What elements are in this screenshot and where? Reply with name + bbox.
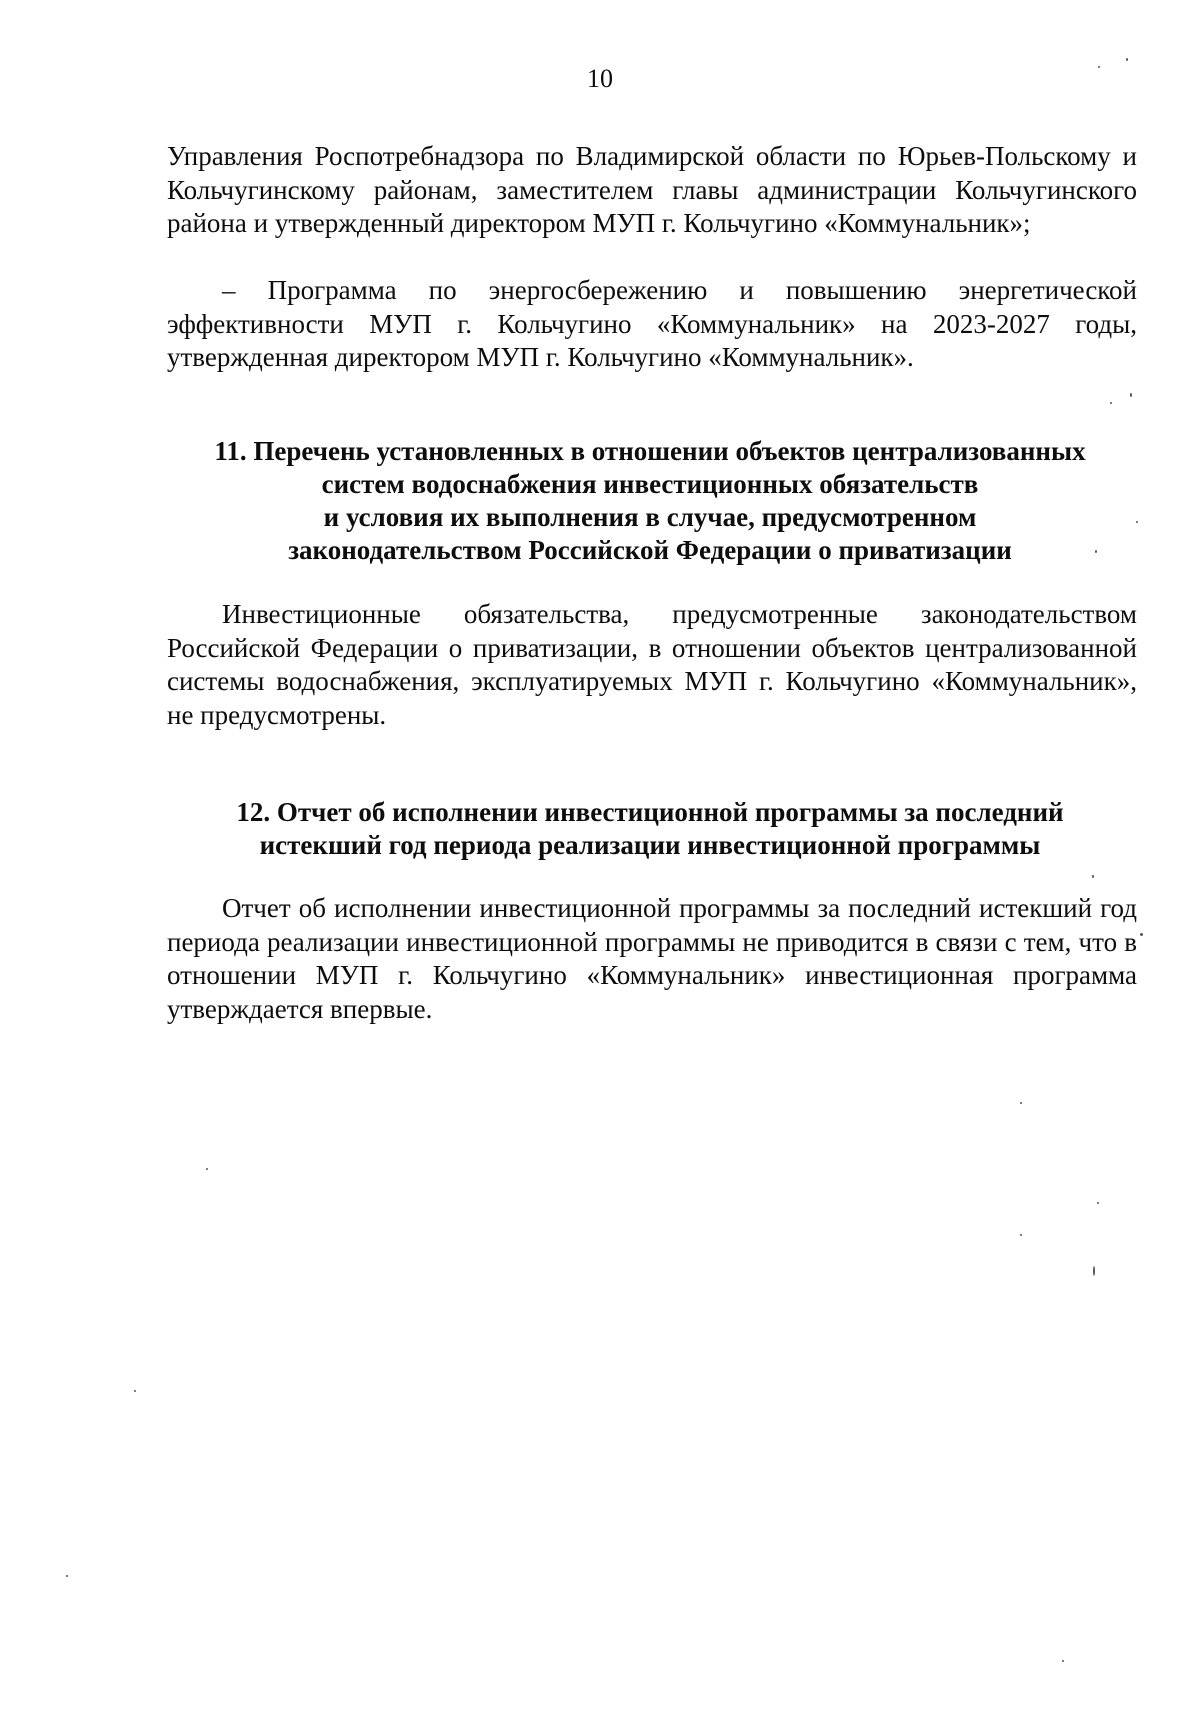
scan-speck [134,1390,136,1392]
section-11-title-line-1: 11. Перечень установленных в отношении объектов централизованных [214,436,1086,466]
scan-speck [1130,393,1132,397]
section-11-heading [150,435,1150,567]
section-11-body: Инвестиционные обязательства, предусмотренные законодательством Российской Федерации о приватизации, в отношении объектов централизованной системы водоснабжения, эксплуатируемых МУП г. Кольчугино «Коммунальник», не предусмотрены. [167,599,1137,730]
scan-speck [1062,1660,1064,1662]
section-11-title-line-4: законодательством Российской Федерации о приватизации [288,535,1012,565]
scan-speck [206,1168,208,1170]
scan-speck [1126,58,1128,61]
scan-speck [1093,1266,1095,1276]
page-number: 10 [587,64,613,93]
scan-speck [1097,1202,1099,1204]
scan-speck [66,1575,68,1577]
section-12-title-line-2: истекший год периода реализации инвестиционной программы [259,830,1041,860]
scan-speck [1098,66,1100,68]
scan-speck [1136,521,1138,523]
section-12-heading [150,796,1150,862]
scan-speck [1020,1234,1022,1236]
scan-speck [1020,1102,1022,1104]
section-11-title-line-2: систем водоснабжения инвестиционных обязательств [321,469,979,499]
scan-speck [1110,402,1112,404]
section-12-title-line-1: 12. Отчет об исполнении инвестиционной программы за последний [236,797,1064,827]
scan-speck [1095,550,1097,553]
intro-paragraph-2: – Программа по энергосбережению и повышению энергетической эффективности МУП г. Кольчугино «Коммунальник» на 2023-2027 годы, утвержденная директором МУП г. Кольчугино «Коммунальник». [167,275,1137,372]
scan-speck [1140,933,1143,936]
section-12-body: Отчет об исполнении инвестиционной программы за последний истекший год периода реализации инвестиционной программы не приводится в связи с тем, что в отношении МУП г. Кольчугино «Коммунальник» инвестиционная программа утверждается впервые. [167,893,1137,1024]
section-11-title-line-3: и условия их выполнения в случае, предусмотренном [323,502,977,532]
scan-speck [1092,875,1094,878]
intro-paragraph-1: Управления Роспотребнадзора по Владимирской области по Юрьев-Польскому и Кольчугинскому районам, заместителем главы администрации Кольчугинского района и утвержденный директором МУП г. Кольчугино «Коммунальник»; [167,141,1137,238]
